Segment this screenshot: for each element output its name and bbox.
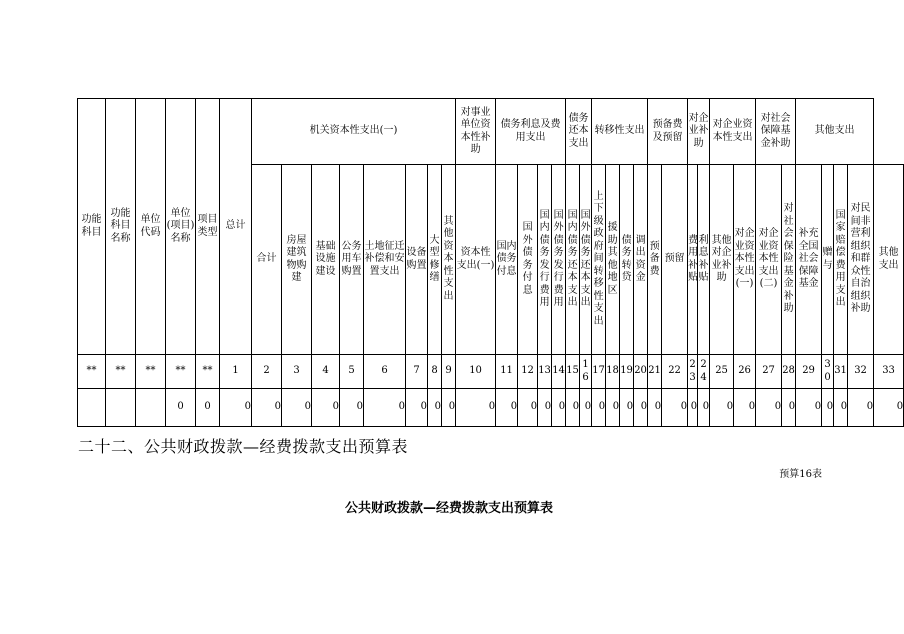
value-cell: 0 [874,389,904,427]
group-header-cell: 债务利息及费用支出 [496,99,566,165]
value-cell [78,389,106,427]
value-cell: 0 [220,389,252,427]
value-cell: 0 [442,389,456,427]
sub-header-cell: 房屋建筑物购建 [282,165,312,355]
value-cell: 0 [428,389,442,427]
column-code-cell: 6 [364,355,406,389]
left-header-cell: 单位(项目)名称 [166,99,196,355]
value-cell: 0 [698,389,710,427]
value-cell: 0 [606,389,620,427]
left-header-cell: 总计 [220,99,252,355]
group-header-cell: 对企业资本性支出 [710,99,756,165]
column-code-cell: 12 [518,355,538,389]
sub-header-cell: 国内债务发行费用 [538,165,552,355]
value-row [78,389,904,427]
sub-header-cell: 国内债务付息 [496,165,518,355]
left-header-cell: 功能科目 [78,99,106,355]
value-cell: 0 [592,389,606,427]
left-header-cell: 项目类型 [196,99,220,355]
value-cell: 0 [364,389,406,427]
sub-header-cell: 对企业资本性支出(一) [734,165,756,355]
value-cell: 0 [340,389,364,427]
value-cell: 0 [710,389,734,427]
column-code-cell: 31 [834,355,848,389]
group-header-cell: 转移性支出 [592,99,648,165]
value-cell: 0 [756,389,782,427]
column-code-cell: 9 [442,355,456,389]
sub-header-cell: 利息补贴 [698,165,710,355]
column-code-cell: 27 [756,355,782,389]
sub-header-cell: 国家赔偿费用支出 [834,165,848,355]
sub-header-cell: 合计 [252,165,282,355]
sub-header-cell: 预备费 [648,165,662,355]
group-header-cell: 机关资本性支出(一) [252,99,456,165]
value-cell: 0 [648,389,662,427]
group-header-cell: 债务还本支出 [566,99,592,165]
column-code-row [78,355,904,389]
document-title: 公共财政拨款—经费拨款支出预算表 [344,501,553,516]
group-header-cell: 对事业单位资本性补助 [456,99,496,165]
value-cell: 0 [834,389,848,427]
value-cell: 0 [566,389,580,427]
sub-header-cell: 赠与 [822,165,834,355]
column-code-cell: 26 [734,355,756,389]
column-code-cell: 20 [634,355,648,389]
column-code-cell: 11 [496,355,518,389]
sub-header-cell: 其他对企业补助 [710,165,734,355]
column-code-cell: 16 [580,355,592,389]
column-code-cell: 17 [592,355,606,389]
group-header-cell: 其他支出 [796,99,874,165]
sub-header-cell: 对社会保险基金补助 [782,165,796,355]
sub-header-cell: 其他支出 [874,165,904,355]
value-cell [136,389,166,427]
column-code-cell: 28 [782,355,796,389]
column-code-cell: 25 [710,355,734,389]
sub-header-cell: 大型修缮 [428,165,442,355]
column-code-cell: 8 [428,355,442,389]
column-code-cell: 2 [252,355,282,389]
sub-header-cell: 基础设施建设 [312,165,340,355]
left-header-cell: 单位代码 [136,99,166,355]
group-header-cell: 对社会保障基金补助 [756,99,796,165]
sub-header-cell: 国外债务还本支出 [580,165,592,355]
value-cell: 0 [796,389,822,427]
left-header-cell: 功能科目名称 [106,99,136,355]
value-cell: 0 [552,389,566,427]
group-header-cell: 预备费及预留 [648,99,688,165]
column-code-cell: 15 [566,355,580,389]
section-heading: 二十二、公共财政拨款—经费拨款支出预算表 [78,437,409,456]
value-cell: 0 [166,389,196,427]
column-code-cell: 29 [796,355,822,389]
value-cell [106,389,136,427]
value-cell: 0 [282,389,312,427]
value-cell: 0 [634,389,648,427]
sub-header-cell: 债务转贷 [620,165,634,355]
value-cell: 0 [538,389,552,427]
value-cell: 0 [662,389,688,427]
column-code-cell: 30 [822,355,834,389]
column-code-cell: ** [166,355,196,389]
sub-header-cell: 设备购置 [406,165,428,355]
column-code-cell: 14 [552,355,566,389]
column-code-cell: ** [78,355,106,389]
group-header-cell: 对企业补助 [688,99,710,165]
sub-header-cell: 资本性支出(一) [456,165,496,355]
sub-header-cell: 国内债务还本支出 [566,165,580,355]
column-code-cell: ** [136,355,166,389]
column-code-cell: 13 [538,355,552,389]
value-cell: 0 [580,389,592,427]
column-code-cell: 18 [606,355,620,389]
budget-table [77,98,904,427]
sub-header-cell: 调出资金 [634,165,648,355]
sub-header-cell: 费用补贴 [688,165,698,355]
column-code-cell: 24 [698,355,710,389]
value-cell: 0 [688,389,698,427]
column-code-cell: 7 [406,355,428,389]
value-cell: 0 [518,389,538,427]
sub-header-cell: 公务用车购置 [340,165,364,355]
value-cell: 0 [312,389,340,427]
sub-header-cell: 国外债务付息 [518,165,538,355]
column-code-cell: 5 [340,355,364,389]
column-code-cell: 1 [220,355,252,389]
column-code-cell: 33 [874,355,904,389]
sub-header-cell: 上下级政府间转移性支出 [592,165,606,355]
column-code-cell: 10 [456,355,496,389]
column-code-cell: 22 [662,355,688,389]
column-code-cell: ** [196,355,220,389]
value-cell: 0 [620,389,634,427]
value-cell: 0 [196,389,220,427]
sub-header-cell: 土地征迁补偿和安置支出 [364,165,406,355]
sub-header-cell: 对企业资本性支出(二) [756,165,782,355]
sub-header-cell: 国外债务发行费用 [552,165,566,355]
column-code-cell: 4 [312,355,340,389]
sub-header-cell: 其他资本性支出 [442,165,456,355]
value-cell: 0 [406,389,428,427]
table-number: 预算16表 [779,469,822,480]
sub-header-cell: 对民间非营利组织和群众性自治组织补助 [848,165,874,355]
sub-header-cell: 补充全国社会保障基金 [796,165,822,355]
group-header-row [78,99,904,165]
value-cell: 0 [782,389,796,427]
value-cell: 0 [252,389,282,427]
value-cell: 0 [822,389,834,427]
column-code-cell: 21 [648,355,662,389]
value-cell: 0 [734,389,756,427]
sub-header-cell: 援助其他地区 [606,165,620,355]
column-code-cell: 23 [688,355,698,389]
value-cell: 0 [496,389,518,427]
column-code-cell: 3 [282,355,312,389]
value-cell: 0 [456,389,496,427]
column-code-cell: 32 [848,355,874,389]
column-code-cell: ** [106,355,136,389]
value-cell: 0 [848,389,874,427]
column-code-cell: 19 [620,355,634,389]
sub-header-cell: 预留 [662,165,688,355]
